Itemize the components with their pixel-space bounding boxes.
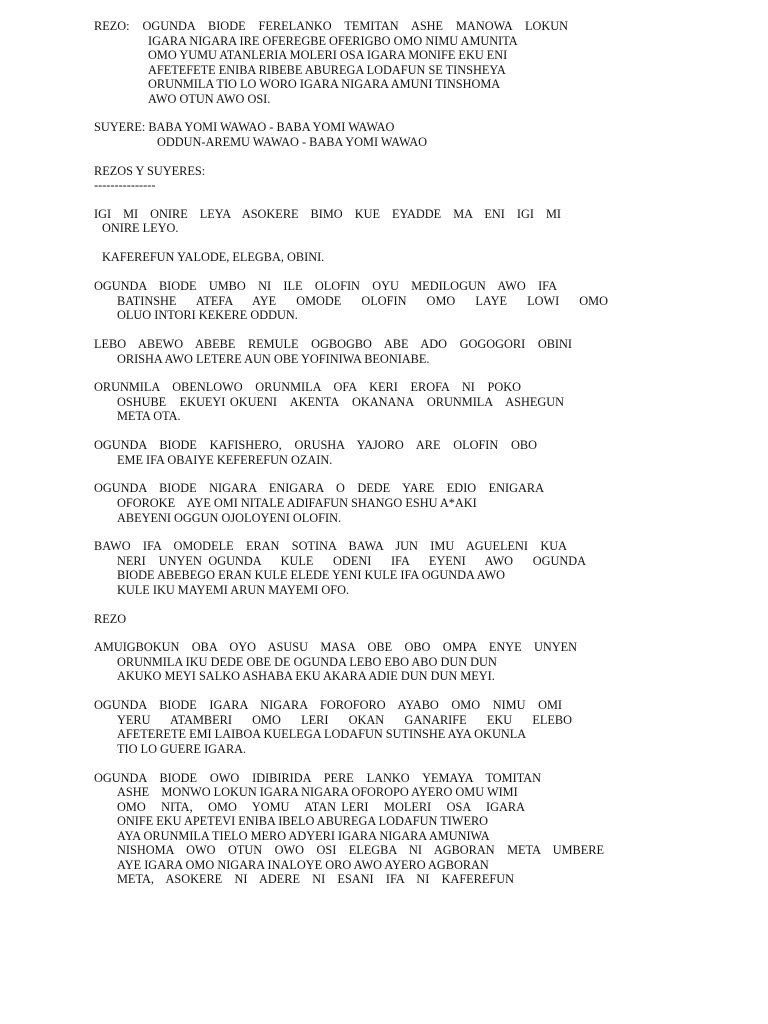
text-line: ORISHA AWO LETERE AUN OBE YOFINIWA BEONIABE. [117,352,430,366]
text-line: ORUNMILA IKU DEDE OBE DE OGUNDA LEBO EBO ABO DUN DUN [117,655,497,669]
text-line: IGI MI ONIRE LEYA ASOKERE BIMO KUE EYADDE MA ENI IGI MI [94,207,561,221]
text-line: AMUIGBOKUN OBA OYO ASUSU MASA OBE OBO OMPA ENYE UNYEN [94,640,577,654]
text-line: TIO LO GUERE IGARA. [117,742,247,756]
text-line: OGUNDA BIODE KAFISHERO, ORUSHA YAJORO ARE OLOFIN OBO [94,438,537,452]
text-line: META OTA. [117,409,181,423]
text-line: ONIRE LEYO. [102,221,179,235]
text-line: OGUNDA BIODE NIGARA ENIGARA O DEDE YARE EDIO ENIGARA [94,481,544,495]
text-line: OSHUBE EKUEYI OKUENI AKENTA OKANANA ORUNMILA ASHEGUN [117,395,564,409]
text-line: REZOS Y SUYERES: [94,164,206,178]
text-line: REZO [94,612,127,626]
text-line: --------------- [94,178,156,192]
text-line: KULE IKU MAYEMI ARUN MAYEMI OFO. [117,583,350,597]
text-line: AWO OTUN AWO OSI. [148,92,271,106]
text-line: BATINSHE ATEFA AYE OMODE OLOFIN OMO LAYE LOWI OMO [117,294,608,308]
text-line: OMO NITA, OMO YOMU ATAN LERI MOLERI OSA IGARA [117,800,525,814]
text-line: IGARA NIGARA IRE OFEREGBE OFERIGBO OMO NIMU AMUNITA [148,34,518,48]
text-line: OFOROKE AYE OMI NITALE ADIFAFUN SHANGO ESHU A*AKI [117,496,477,510]
text-line: NERI UNYEN OGUNDA KULE ODENI IFA EYENI AWO OGUNDA [117,554,586,568]
text-line: EME IFA OBAIYE KEFEREFUN OZAIN. [117,453,333,467]
text-line: SUYERE: BABA YOMI WAWAO - BABA YOMI WAWAO [94,120,395,134]
text-line: ONIFE EKU APETEVI ENIBA IBELO ABUREGA LODAFUN TIWERO [117,814,489,828]
text-line: OGUNDA BIODE UMBO NI ILE OLOFIN OYU MEDILOGUN AWO IFA [94,279,557,293]
text-line: ODDUN-AREMU WAWAO - BABA YOMI WAWAO [157,135,428,149]
text-line: AYA ORUNMILA TIELO MERO ADYERI IGARA NIGARA AMUNIWA [117,829,490,843]
text-line: AYE IGARA OMO NIGARA INALOYE ORO AWO AYERO AGBORAN [117,858,489,872]
text-line: ORUNMILA TIO LO WORO IGARA NIGARA AMUNI TINSHOMA [148,77,501,91]
text-line: BAWO IFA OMODELE ERAN SOTINA BAWA JUN IMU AGUELENI KUA [94,539,567,553]
text-line: ASHE MONWO LOKUN IGARA NIGARA OFOROPO AYERO OMU WIMI [117,785,518,799]
text-line: OLUO INTORI KEKERE ODDUN. [117,308,298,322]
text-line: NISHOMA OWO OTUN OWO OSI ELEGBA NI AGBORAN META UMBERE [117,843,604,857]
text-line: OMO YUMU ATANLERIA MOLERI OSA IGARA MONIFE EKU ENI [148,48,508,62]
text-line: YERU ATAMBERI OMO LERI OKAN GANARIFE EKU ELEBO [117,713,572,727]
text-line: AKUKO MEYI SALKO ASHABA EKU AKARA ADIE DUN DUN MEYI. [117,669,495,683]
text-line: OGUNDA BIODE IGARA NIGARA FOROFORO AYABO OMO NIMU OMI [94,698,562,712]
text-line: AFETERETE EMI LAIBOA KUELEGA LODAFUN SUTINSHE AYA OKUNLA [117,727,527,741]
text-line: LEBO ABEWO ABEBE REMULE OGBOGBO ABE ADO GOGOGORI OBINI [94,337,572,351]
text-line: ORUNMILA OBENLOWO ORUNMILA OFA KERI EROFA NI POKO [94,380,521,394]
text-line: REZO: OGUNDA BIODE FERELANKO TEMITAN ASHE MANOWA LOKUN [94,19,568,33]
text-line: AFETEFETE ENIBA RIBEBE ABUREGA LODAFUN SE TINSHEYA [148,63,506,77]
text-line: OGUNDA BIODE OWO IDIBIRIDA PERE LANKO YEMAYA TOMITAN [94,771,541,785]
text-line: KAFEREFUN YALODE, ELEGBA, OBINI. [102,250,325,264]
text-line: META, ASOKERE NI ADERE NI ESANI IFA NI KAFEREFUN [117,872,514,886]
text-line: ABEYENI OGGUN OJOLOYENI OLOFIN. [117,511,342,525]
text-line: BIODE ABEBEGO ERAN KULE ELEDE YENI KULE IFA OGUNDA AWO [117,568,506,582]
